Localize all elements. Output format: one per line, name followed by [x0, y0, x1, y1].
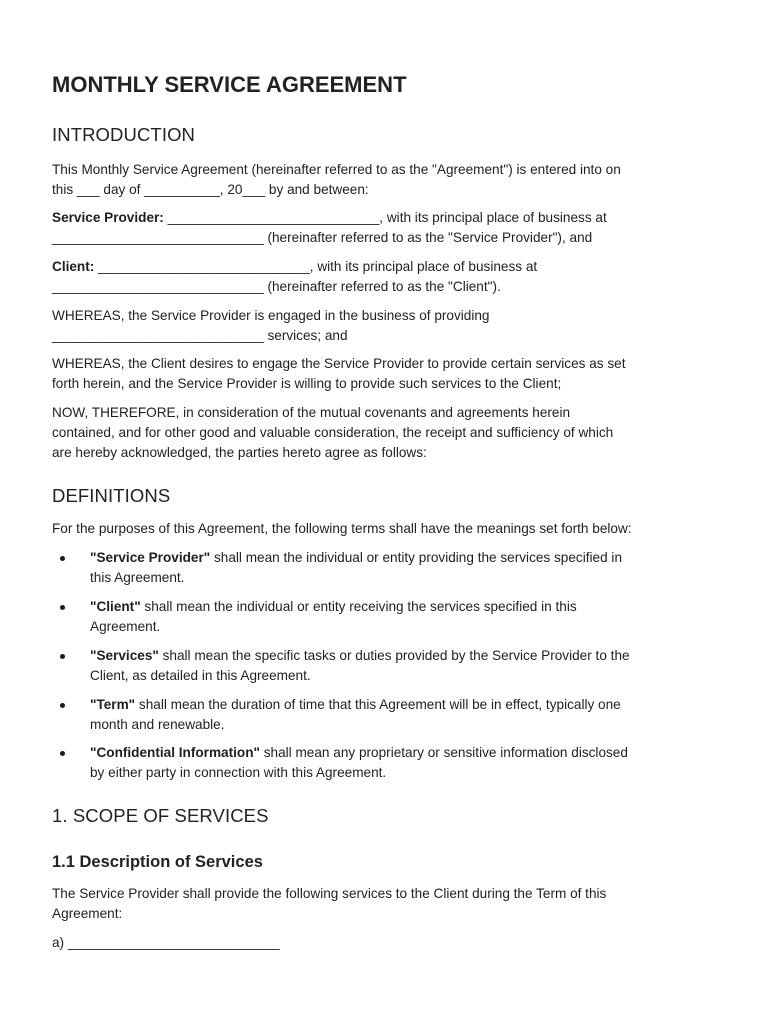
definition-term: "Confidential Information" — [90, 745, 260, 760]
definition-text-line-2: month and renewable. — [90, 717, 225, 732]
bullet-icon — [60, 605, 65, 610]
definition-item-service-provider — [60, 548, 720, 588]
client-label: Client: — [52, 259, 95, 274]
scope-line-2: Agreement: — [52, 906, 123, 921]
service-provider-line-1: ____________________________, with its principal place of business at — [163, 210, 607, 225]
service-provider-label: Service Provider: — [52, 210, 164, 225]
client-paragraph — [52, 257, 722, 297]
scope-line-1: The Service Provider shall provide the following services to the Client during the Term of this — [52, 886, 607, 901]
bullet-icon — [60, 703, 65, 708]
definition-term: "Services" — [90, 648, 159, 663]
definition-text: shall mean the individual or entity providing the services specified in — [210, 550, 623, 565]
definition-text-line-2: Agreement. — [90, 619, 161, 634]
intro-paragraph — [52, 160, 722, 200]
definition-item-term — [60, 695, 720, 735]
client-line-1: ____________________________, with its principal place of business at — [94, 259, 538, 274]
introduction-heading: INTRODUCTION — [52, 124, 196, 145]
definition-text: shall mean the individual or entity receiving the services specified in this — [140, 599, 577, 614]
definition-text: shall mean the duration of time that this Agreement will be in effect, typically one — [135, 697, 621, 712]
definition-text: shall mean any proprietary or sensitive information disclosed — [259, 745, 628, 760]
scope-paragraph — [52, 884, 722, 924]
now-therefore-paragraph — [52, 403, 722, 463]
scope-item-a: a) ____________________________ — [52, 935, 280, 950]
bullet-icon — [60, 751, 65, 756]
document-title: MONTHLY SERVICE AGREEMENT — [52, 72, 407, 97]
bullet-icon — [60, 556, 65, 561]
definition-item-client — [60, 597, 720, 637]
whereas2-line-1: WHEREAS, the Client desires to engage the Service Provider to provide certain services as set — [52, 356, 626, 371]
definition-item-confidential-information — [60, 743, 720, 783]
definition-item-services — [60, 646, 720, 686]
now-line-3: are hereby acknowledged, the parties hereto agree as follows: — [52, 445, 427, 460]
scope-of-services-heading: 1. SCOPE OF SERVICES — [52, 805, 269, 826]
whereas-paragraph-1 — [52, 306, 722, 346]
intro-line-2: this ___ day of __________, 20___ by and between: — [52, 182, 369, 197]
definition-text-line-2: Client, as detailed in this Agreement. — [90, 668, 311, 683]
definition-term: "Term" — [90, 697, 136, 712]
description-of-services-subheading: 1.1 Description of Services — [52, 853, 263, 871]
service-provider-paragraph — [52, 208, 722, 248]
definition-term: "Client" — [90, 599, 141, 614]
now-line-2: contained, and for other good and valuable consideration, the receipt and sufficiency of which — [52, 425, 614, 440]
definition-text-line-2: by either party in connection with this Agreement. — [90, 765, 387, 780]
now-line-1: NOW, THEREFORE, in consideration of the mutual covenants and agreements herein — [52, 405, 571, 420]
whereas-paragraph-2 — [52, 354, 722, 394]
intro-line-1: This Monthly Service Agreement (hereinafter referred to as the "Agreement") is entered into on — [52, 162, 621, 177]
definitions-intro: For the purposes of this Agreement, the following terms shall have the meanings set forth below: — [52, 521, 632, 536]
whereas1-line-1: WHEREAS, the Service Provider is engaged in the business of providing — [52, 308, 490, 323]
definition-text: shall mean the specific tasks or duties provided by the Service Provider to the — [158, 648, 630, 663]
definition-text-line-2: this Agreement. — [90, 570, 185, 585]
bullet-icon — [60, 654, 65, 659]
service-provider-line-2: ____________________________ (hereinafter referred to as the "Service Provider"), and — [52, 230, 593, 245]
whereas1-line-2: ____________________________ services; and — [52, 328, 348, 343]
definition-term: "Service Provider" — [90, 550, 211, 565]
whereas2-line-2: forth herein, and the Service Provider is willing to provide such services to the Client; — [52, 376, 562, 391]
definitions-heading: DEFINITIONS — [52, 485, 171, 506]
client-line-2: ____________________________ (hereinafter referred to as the "Client"). — [52, 279, 501, 294]
